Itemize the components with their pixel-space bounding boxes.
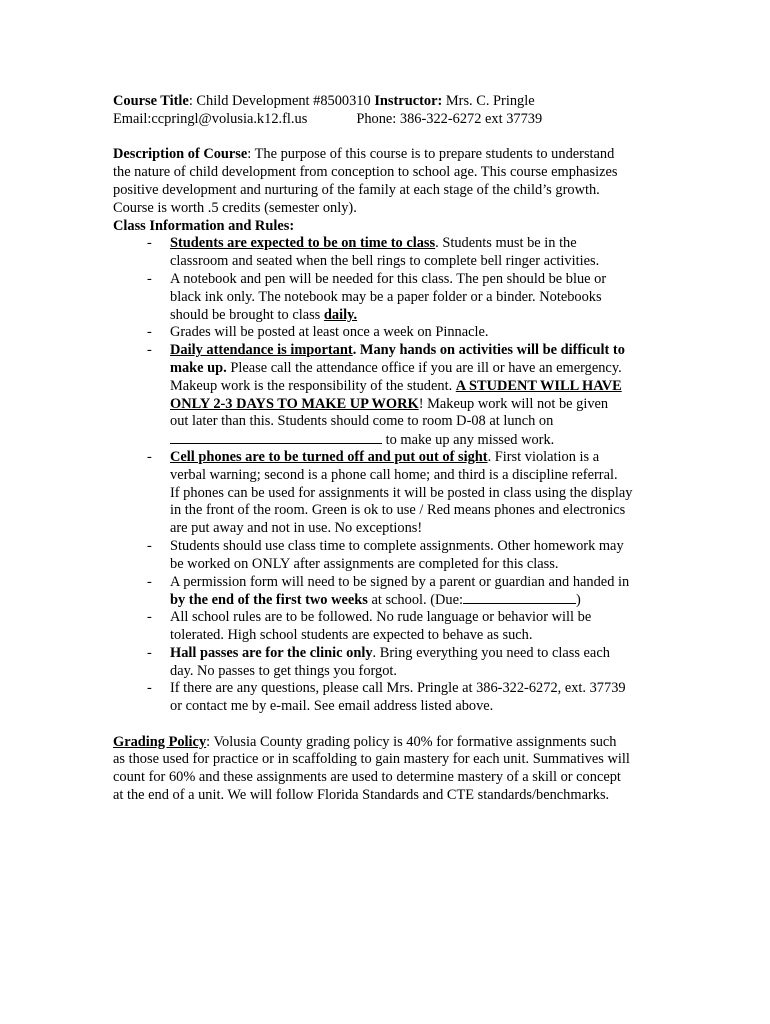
rule-item: - Daily attendance is important. Many hands on activities will be difficult to make up. Please call the attendance office if you are ill or have an emergency. Makeup work is the responsibility of the student. A STUDENT WILL HAVE ONLY 2-3 DAYS TO MAKE UP WORK! Makeup work will not be given out later than this. Students should come to room D-08 at lunch on to make up any missed work. bbox=[147, 342, 625, 449]
bullet-dash: - bbox=[147, 680, 152, 697]
course-title-value: : Child Development #8500310 bbox=[188, 93, 371, 109]
due-date-blank bbox=[463, 591, 576, 604]
bullet-dash: - bbox=[147, 448, 152, 465]
bullet-dash: - bbox=[147, 537, 152, 554]
rule-item: - A notebook and pen will be needed for this class. The pen should be blue or black ink only. The notebook may be a paper folder or a binder. Notebooks should be brought to class daily. bbox=[147, 270, 607, 323]
grading-line-1: Grading Policy: Volusia County grading policy is 40% for formative assignments such bbox=[113, 733, 617, 750]
rule-item: - Grades will be posted at least once a week on Pinnacle. bbox=[147, 324, 489, 341]
grading-label: Grading Policy bbox=[113, 733, 207, 750]
bullet-dash: - bbox=[147, 573, 152, 590]
description-line-3: positive development and nurturing of the family at each stage of the child’s growth. bbox=[113, 181, 600, 198]
instructor-value: Mrs. C. Pringle bbox=[442, 93, 535, 109]
fill-in-blank bbox=[170, 431, 382, 444]
grading-line-2: as those used for practice or in scaffolding to gain mastery for each unit. Summatives will bbox=[113, 751, 630, 768]
bullet-dash: - bbox=[147, 270, 152, 287]
rule-lead: Students are expected to be on time to class bbox=[170, 235, 436, 252]
bullet-dash: - bbox=[147, 342, 152, 359]
rule-item: - All school rules are to be followed. No rude language or behavior will be tolerated. High school students are expected to behave as such. bbox=[147, 609, 592, 643]
syllabus-page bbox=[113, 93, 673, 805]
rules-heading: Class Information and Rules: bbox=[113, 217, 295, 234]
course-title-line bbox=[113, 93, 673, 111]
bullet-dash: - bbox=[147, 609, 152, 626]
rule-item: - If there are any questions, please call Mrs. Pringle at 386-322-6272, ext. 37739 or contact me by e-mail. See email address listed above. bbox=[147, 680, 626, 715]
description-line-4: Course is worth .5 credits (semester only). bbox=[113, 199, 357, 216]
description-line-2: the nature of child development from conception to school age. This course emphasizes bbox=[113, 164, 618, 181]
rule-lead: Daily attendance is important bbox=[170, 342, 353, 359]
contact-line bbox=[113, 111, 673, 129]
phone-text: Phone: 386-322-6272 ext 37739 bbox=[356, 110, 543, 127]
bullet-dash: - bbox=[147, 324, 152, 341]
rule-item: - Cell phones are to be turned off and put out of sight. First violation is a verbal warning; second is a phone call home; and third is a discipline referral. If phones can be used for assignments it will be posted in class using the display in the front of the room. Green is ok to use / Red means phones and electronics are put away and not in use. No exceptions! bbox=[147, 448, 633, 537]
description-line-1: Description of Course: The purpose of this course is to prepare students to understand bbox=[113, 146, 615, 163]
grading-line-4: at the end of a unit. We will follow Florida Standards and CTE standards/benchmarks. bbox=[113, 787, 610, 804]
rule-item: - A permission form will need to be signed by a parent or guardian and handed in by the end of the first two weeks at school. (Due: ) bbox=[147, 573, 630, 609]
rule-lead: Cell phones are to be turned off and put out of sight bbox=[170, 448, 488, 465]
rule-item: - Students should use class time to complete assignments. Other homework may be worked on ONLY after assignments are completed for this class. bbox=[147, 537, 624, 572]
rule-lead: Hall passes are for the clinic only bbox=[170, 644, 373, 661]
rule-item: - Students are expected to be on time to class. Students must be in the classroom and seated when the bell rings to complete bell ringer activities. bbox=[147, 235, 600, 270]
bullet-dash: - bbox=[147, 235, 152, 252]
grading-line-3: count for 60% and these assignments are used to determine mastery of a skill or concept bbox=[113, 769, 621, 786]
rule-item: - Hall passes are for the clinic only. Bring everything you need to class each day. No passes to get things you forgot. bbox=[147, 644, 610, 679]
email-text: Email:ccpringl@volusia.k12.fl.us bbox=[113, 110, 308, 127]
bullet-dash: - bbox=[147, 644, 152, 661]
instructor-label: Instructor: bbox=[374, 93, 443, 109]
description-label: Description of Course bbox=[113, 146, 248, 163]
course-title-label: Course Title bbox=[113, 93, 189, 109]
